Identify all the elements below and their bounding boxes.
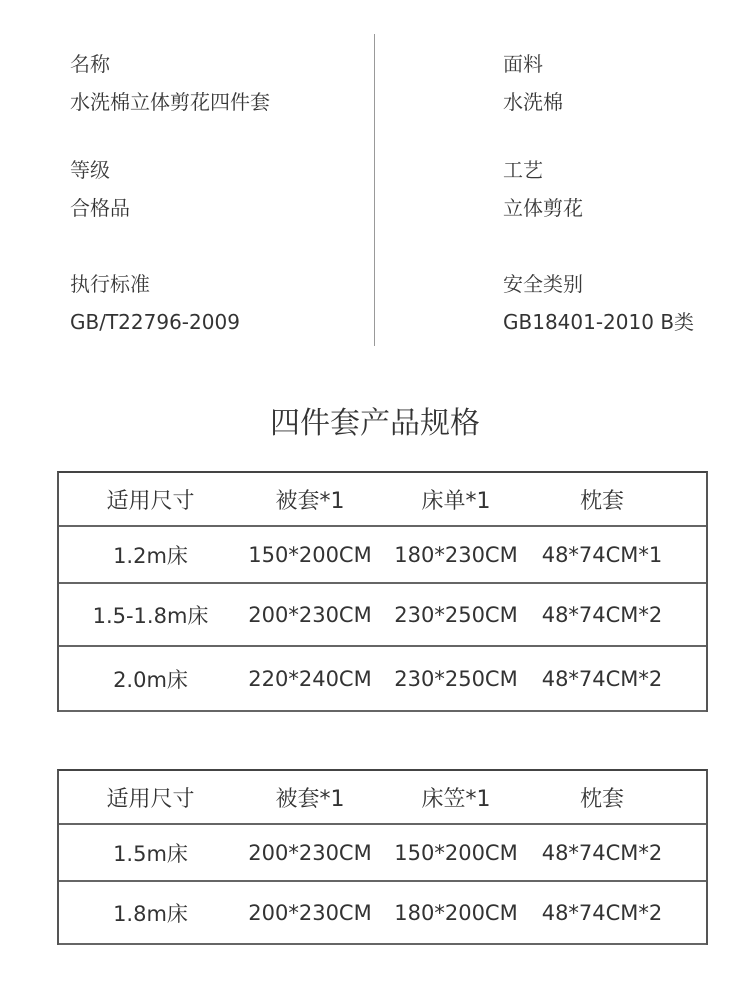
table-header-row bbox=[59, 473, 706, 527]
size-table-fitted bbox=[57, 769, 708, 945]
spec-label: 工艺 bbox=[503, 158, 543, 182]
table-row bbox=[59, 584, 706, 647]
table-row bbox=[59, 825, 706, 882]
spec-value: GB/T22796-2009 bbox=[70, 310, 240, 334]
table-cell: 48*74CM*2 bbox=[541, 840, 663, 865]
header-cell: 适用尺寸 bbox=[106, 488, 195, 514]
table-cell: 48*74CM*2 bbox=[541, 666, 663, 691]
spec-safety bbox=[503, 272, 694, 334]
spec-name bbox=[70, 52, 270, 114]
spec-label: 等级 bbox=[70, 158, 110, 182]
table-cell: 220*240CM bbox=[248, 666, 372, 691]
table-cell: 48*74CM*2 bbox=[541, 602, 663, 627]
size-table-sheet bbox=[57, 471, 708, 712]
spec-label: 名称 bbox=[70, 52, 110, 76]
table-cell: 230*250CM bbox=[394, 666, 518, 691]
header-cell: 床笠*1 bbox=[421, 786, 491, 812]
spec-label: 安全类别 bbox=[503, 272, 583, 296]
header-cell: 被套*1 bbox=[275, 488, 345, 514]
spec-value: 立体剪花 bbox=[503, 196, 583, 220]
header-cell: 床单*1 bbox=[421, 488, 491, 514]
table-cell: 200*230CM bbox=[248, 602, 372, 627]
table-row bbox=[59, 647, 706, 712]
spec-fabric bbox=[503, 52, 563, 114]
table-cell: 200*230CM bbox=[248, 900, 372, 925]
table-cell: 180*200CM bbox=[394, 900, 518, 925]
table-cell: 180*230CM bbox=[394, 542, 518, 567]
table-cell: 1.5m床 bbox=[113, 841, 188, 866]
header-cell: 被套*1 bbox=[275, 786, 345, 812]
header-cell: 适用尺寸 bbox=[106, 786, 195, 812]
table-cell: 2.0m床 bbox=[113, 667, 188, 692]
table-cell: 230*250CM bbox=[394, 602, 518, 627]
vertical-divider bbox=[374, 34, 375, 346]
header-cell: 枕套 bbox=[579, 488, 624, 514]
spec-value: 水洗棉 bbox=[503, 90, 563, 114]
header-cell: 枕套 bbox=[579, 786, 624, 812]
spec-value: 合格品 bbox=[70, 196, 130, 220]
table-cell: 1.8m床 bbox=[113, 901, 188, 926]
table-cell: 48*74CM*2 bbox=[541, 900, 663, 925]
table-row bbox=[59, 882, 706, 945]
table-cell: 1.2m床 bbox=[113, 543, 188, 568]
spec-label: 面料 bbox=[503, 52, 543, 76]
table-cell: 150*200CM bbox=[394, 840, 518, 865]
spec-value: GB18401-2010 B类 bbox=[503, 310, 695, 334]
spec-craft bbox=[503, 158, 583, 220]
section-title: 四件套产品规格 bbox=[270, 406, 480, 441]
spec-grade bbox=[70, 158, 130, 220]
table-cell: 1.5-1.8m床 bbox=[92, 603, 209, 628]
spec-value: 水洗棉立体剪花四件套 bbox=[70, 90, 270, 114]
table-header-row bbox=[59, 771, 706, 825]
table-cell: 48*74CM*1 bbox=[541, 542, 663, 567]
table-row bbox=[59, 527, 706, 584]
table-cell: 150*200CM bbox=[248, 542, 372, 567]
table-cell: 200*230CM bbox=[248, 840, 372, 865]
spec-label: 执行标准 bbox=[70, 272, 150, 296]
spec-standard bbox=[70, 272, 240, 334]
